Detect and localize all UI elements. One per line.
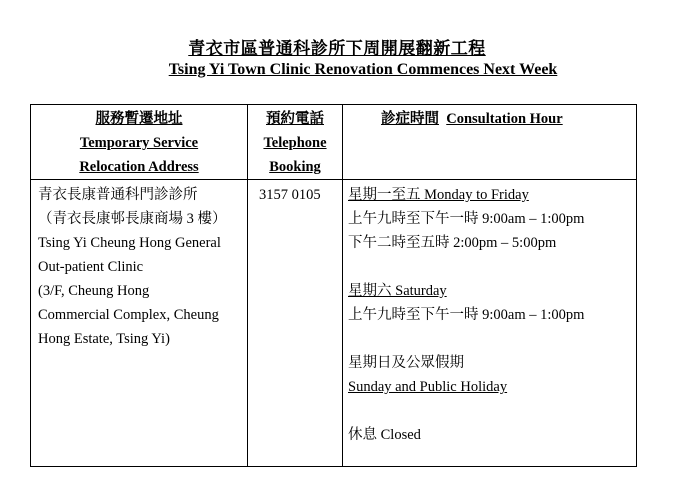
telephone-number: 3157 0105 [259,187,321,203]
holiday-heading-zh: 星期日及公眾假期 [348,355,464,371]
header-telephone-en-line1: Telephone [263,135,327,151]
header-address-en-line2: Relocation Address [79,159,199,175]
weekday-heading: 星期一至五 Monday to Friday [348,187,529,203]
header-telephone-en-line2: Booking [269,159,321,175]
address-line: 青衣長康普通科門診診所 [38,187,198,203]
address-cell [31,180,248,467]
weekday-morning-hours: 上午九時至下午一時 9:00am – 1:00pm [348,211,585,227]
holiday-heading-en: Sunday and Public Holiday [348,379,508,395]
address-line: Out-patient Clinic [38,259,144,275]
address-line: (3/F, Cheung Hong [38,283,150,299]
saturday-heading: 星期六 Saturday [348,283,447,299]
header-address [31,105,248,180]
address-line: Commercial Complex, Cheung [38,307,219,323]
weekday-afternoon-hours: 下午二時至五時 2:00pm – 5:00pm [348,235,557,251]
telephone-cell [248,180,343,467]
service-table [30,104,637,467]
spacer [348,327,636,351]
header-address-en-line1: Temporary Service [79,135,199,151]
spacer [348,255,636,279]
saturday-morning-hours: 上午九時至下午一時 9:00am – 1:00pm [348,307,585,323]
address-line: （青衣長康邨長康商場 3 樓） [38,211,227,227]
address-line: Tsing Yi Cheung Hong General [38,235,221,251]
hours-cell [343,180,637,467]
table-header-row [31,105,637,180]
header-address-zh: 服務暫遷地址 [95,111,183,127]
header-hours [343,105,637,180]
table-row [31,180,637,467]
page-title-english: Tsing Yi Town Clinic Renovation Commences Next Week [168,61,558,78]
header-hours-zh: 診症時間 [381,111,439,127]
address-line: Hong Estate, Tsing Yi) [38,331,170,347]
spacer [348,399,636,423]
page-title-chinese: 青衣市區普通科診所下周開展翻新工程 [188,39,486,58]
header-hours-en: Consultation Hour [446,111,563,127]
header-telephone [248,105,343,180]
header-telephone-zh: 預約電話 [266,111,324,127]
holiday-status: 休息 Closed [348,427,421,443]
